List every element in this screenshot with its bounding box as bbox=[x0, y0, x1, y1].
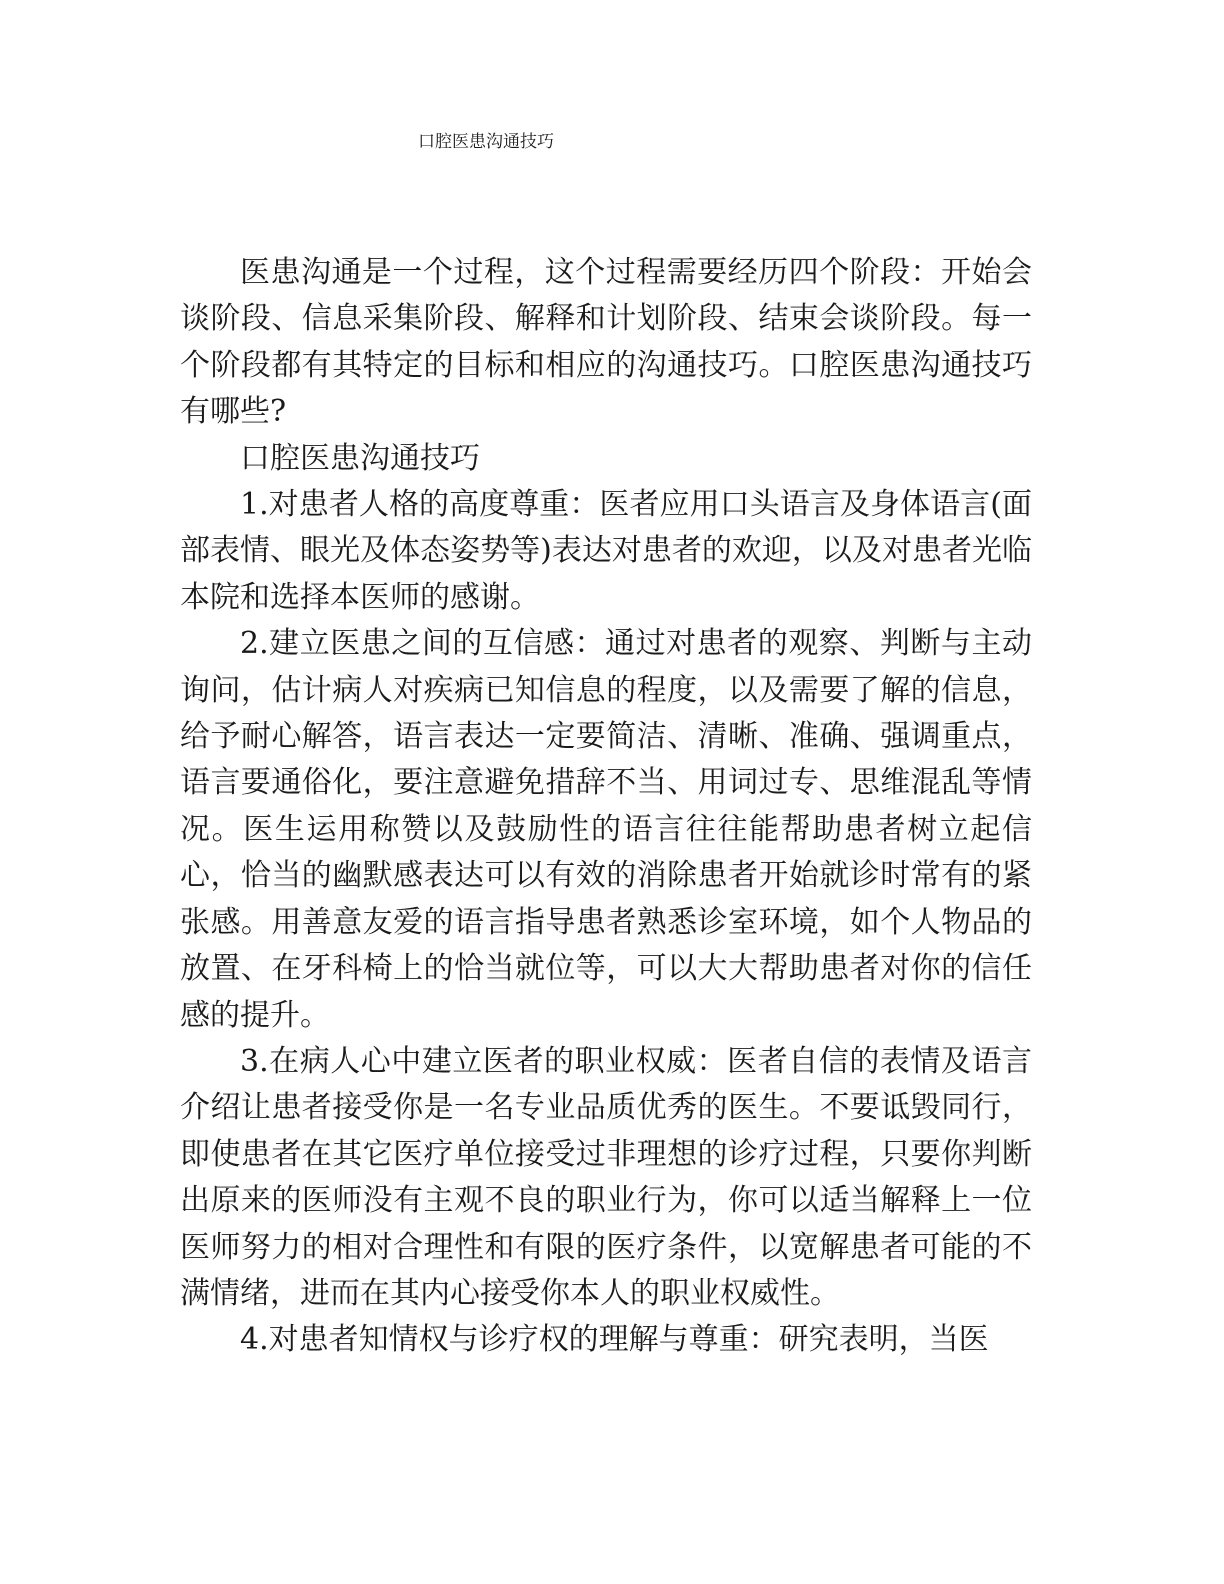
intro-paragraph: 医患沟通是一个过程，这个过程需要经历四个阶段：开始会谈阶段、信息采集阶段、解释和计划阶段、结束会谈阶段。每一个阶段都有其特定的目标和相应的沟通技巧。口腔医患沟通技巧有哪些? bbox=[180, 255, 1032, 430]
point-1-paragraph: 1.对患者人格的高度尊重：医者应用口头语言及身体语言(面部表情、眼光及体态姿势等)表达对患者的欢迎，以及对患者光临本院和选择本医师的感谢。 bbox=[180, 487, 1032, 615]
point-2-paragraph: 2.建立医患之间的互信感：通过对患者的观察、判断与主动询问，估计病人对疾病已知信息的程度，以及需要了解的信息，给予耐心解答，语言表达一定要简洁、清晰、准确、强调重点，语言要通俗化，要注意避免措辞不当、用词过专、思维混乱等情况。医生运用称赞以及鼓励性的语言往往能帮助患者树立起信心，恰当的幽默感表达可以有效的消除患者开始就诊时常有的紧张感。用善意友爱的语言指导患者熟悉诊室环境，如个人物品的放置、在牙科椅上的恰当就位等，可以大大帮助患者对你的信任感的提升。 bbox=[180, 626, 1032, 1033]
point-4-paragraph: 4.对患者知情权与诊疗权的理解与尊重：研究表明，当医 bbox=[240, 1322, 989, 1358]
document-header-title: 口腔医患沟通技巧 bbox=[418, 132, 554, 152]
point-3-paragraph: 3.在病人心中建立医者的职业权威：医者自信的表情及语言介绍让患者接受你是一名专业品质优秀的医生。不要诋毁同行，即使患者在其它医疗单位接受过非理想的诊疗过程，只要你判断出原来的医师没有主观不良的职业行为，你可以适当解释上一位医师努力的相对合理性和有限的医疗条件，以宽解患者可能的不满情绪，进而在其内心接受你本人的职业权威性。 bbox=[180, 1043, 1032, 1311]
document-body bbox=[180, 250, 1032, 1364]
section-heading: 口腔医患沟通技巧 bbox=[240, 440, 480, 476]
